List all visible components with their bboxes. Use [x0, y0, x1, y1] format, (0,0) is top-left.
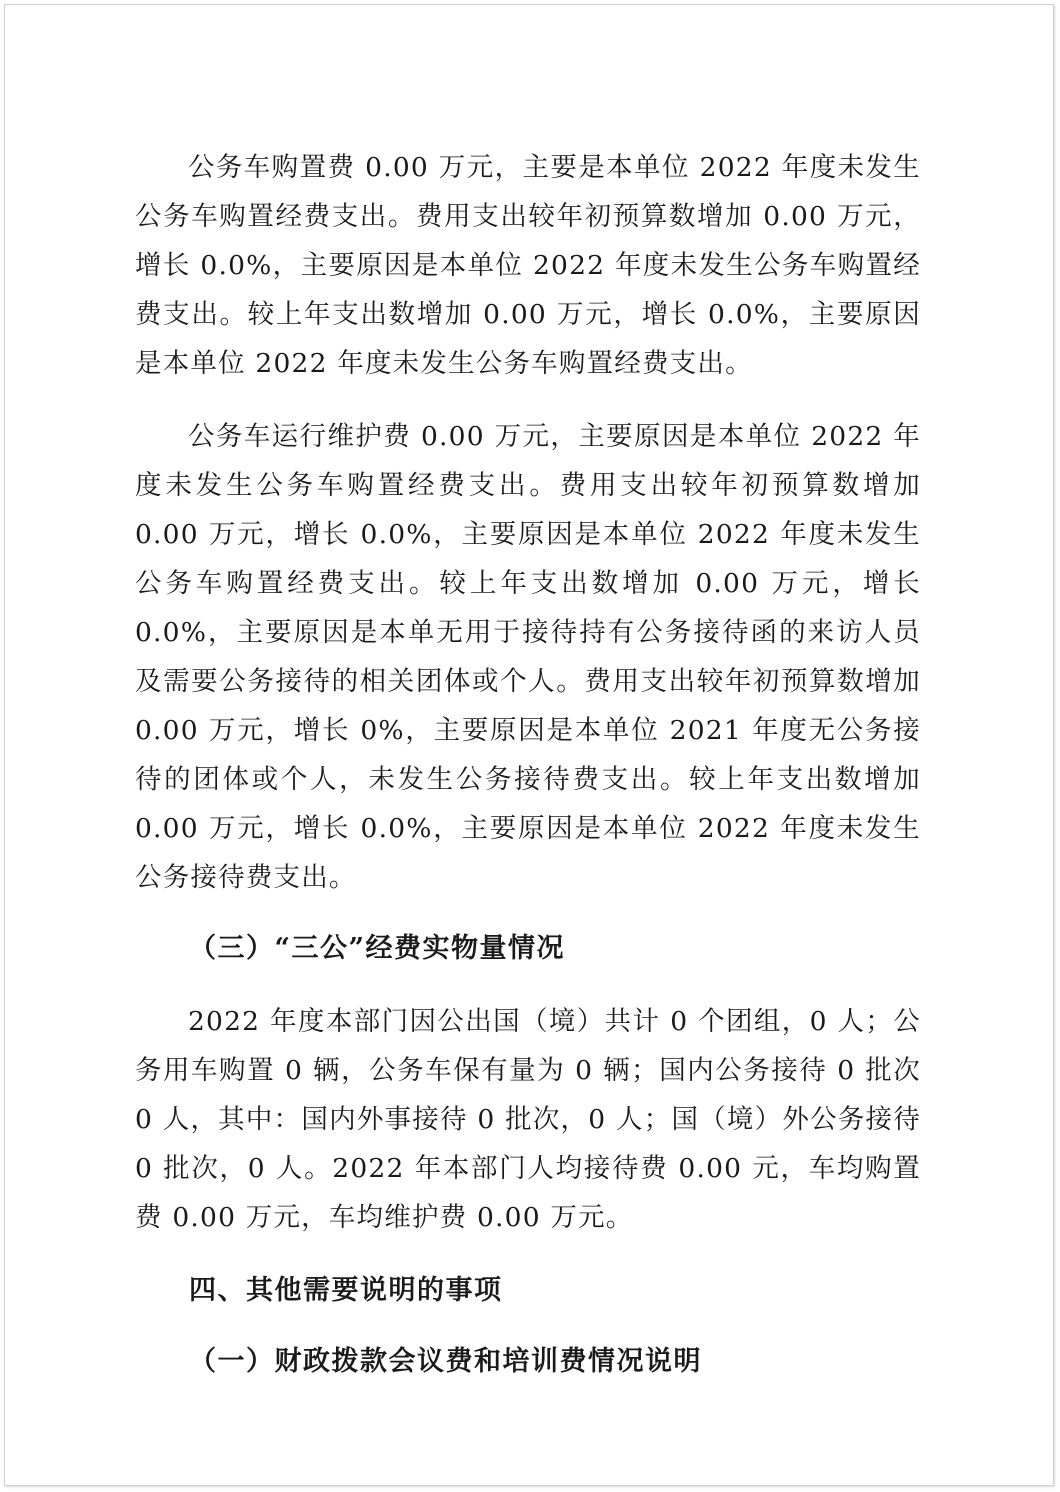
section-heading-meeting-training-fees: （一）财政拨款会议费和培训费情况说明	[189, 1346, 702, 1377]
section-heading-physical-quantity: （三）“三公”经费实物量情况	[189, 933, 566, 964]
document-body	[135, 143, 921, 1386]
paragraph-physical-quantity: 2022 年度本部门因公出国（境）共计 0 个团组，0 人；公务用车购置 0 辆，公务车保有量为 0 辆；国内公务接待 0 批次 0 人，其中：国内外事接待 0 批次，0 人；国（境）外公务接待 0 批次，0 人。2022 年本部门人均接待费 0.00 元，车均购置费 0.00 万元，车均维护费 0.00 万元。	[135, 1006, 921, 1233]
section-heading-other-matters: 四、其他需要说明的事项	[189, 1275, 503, 1306]
paragraph-vehicle-maintenance: 公务车运行维护费 0.00 万元，主要原因是本单位 2022 年度未发生公务车购置经费支出。费用支出较年初预算数增加 0.00 万元，增长 0.0%，主要原因是本单位 2022 年度未发生公务车购置经费支出。较上年支出数增加 0.00 万元，增长 0.0%，主要原因是本单无用于接待持有公务接待函的来访人员及需要公务接待的相关团体或个人。费用支出较年初预算数增加 0.00 万元，增长 0%，主要原因是本单位 2021 年度无公务接待的团体或个人，未发生公务接待费支出。较上年支出数增加 0.00 万元，增长 0.0%，主要原因是本单位 2022 年度未发生公务接待费支出。	[135, 421, 921, 893]
document-page	[4, 4, 1054, 1486]
paragraph-vehicle-purchase: 公务车购置费 0.00 万元，主要是本单位 2022 年度未发生公务车购置经费支出。费用支出较年初预算数增加 0.00 万元，增长 0.0%，主要原因是本单位 2022 年度未发生公务车购置经费支出。较上年支出数增加 0.00 万元，增长 0.0%，主要原因是本单位 2022 年度未发生公务车购置经费支出。	[135, 152, 921, 379]
